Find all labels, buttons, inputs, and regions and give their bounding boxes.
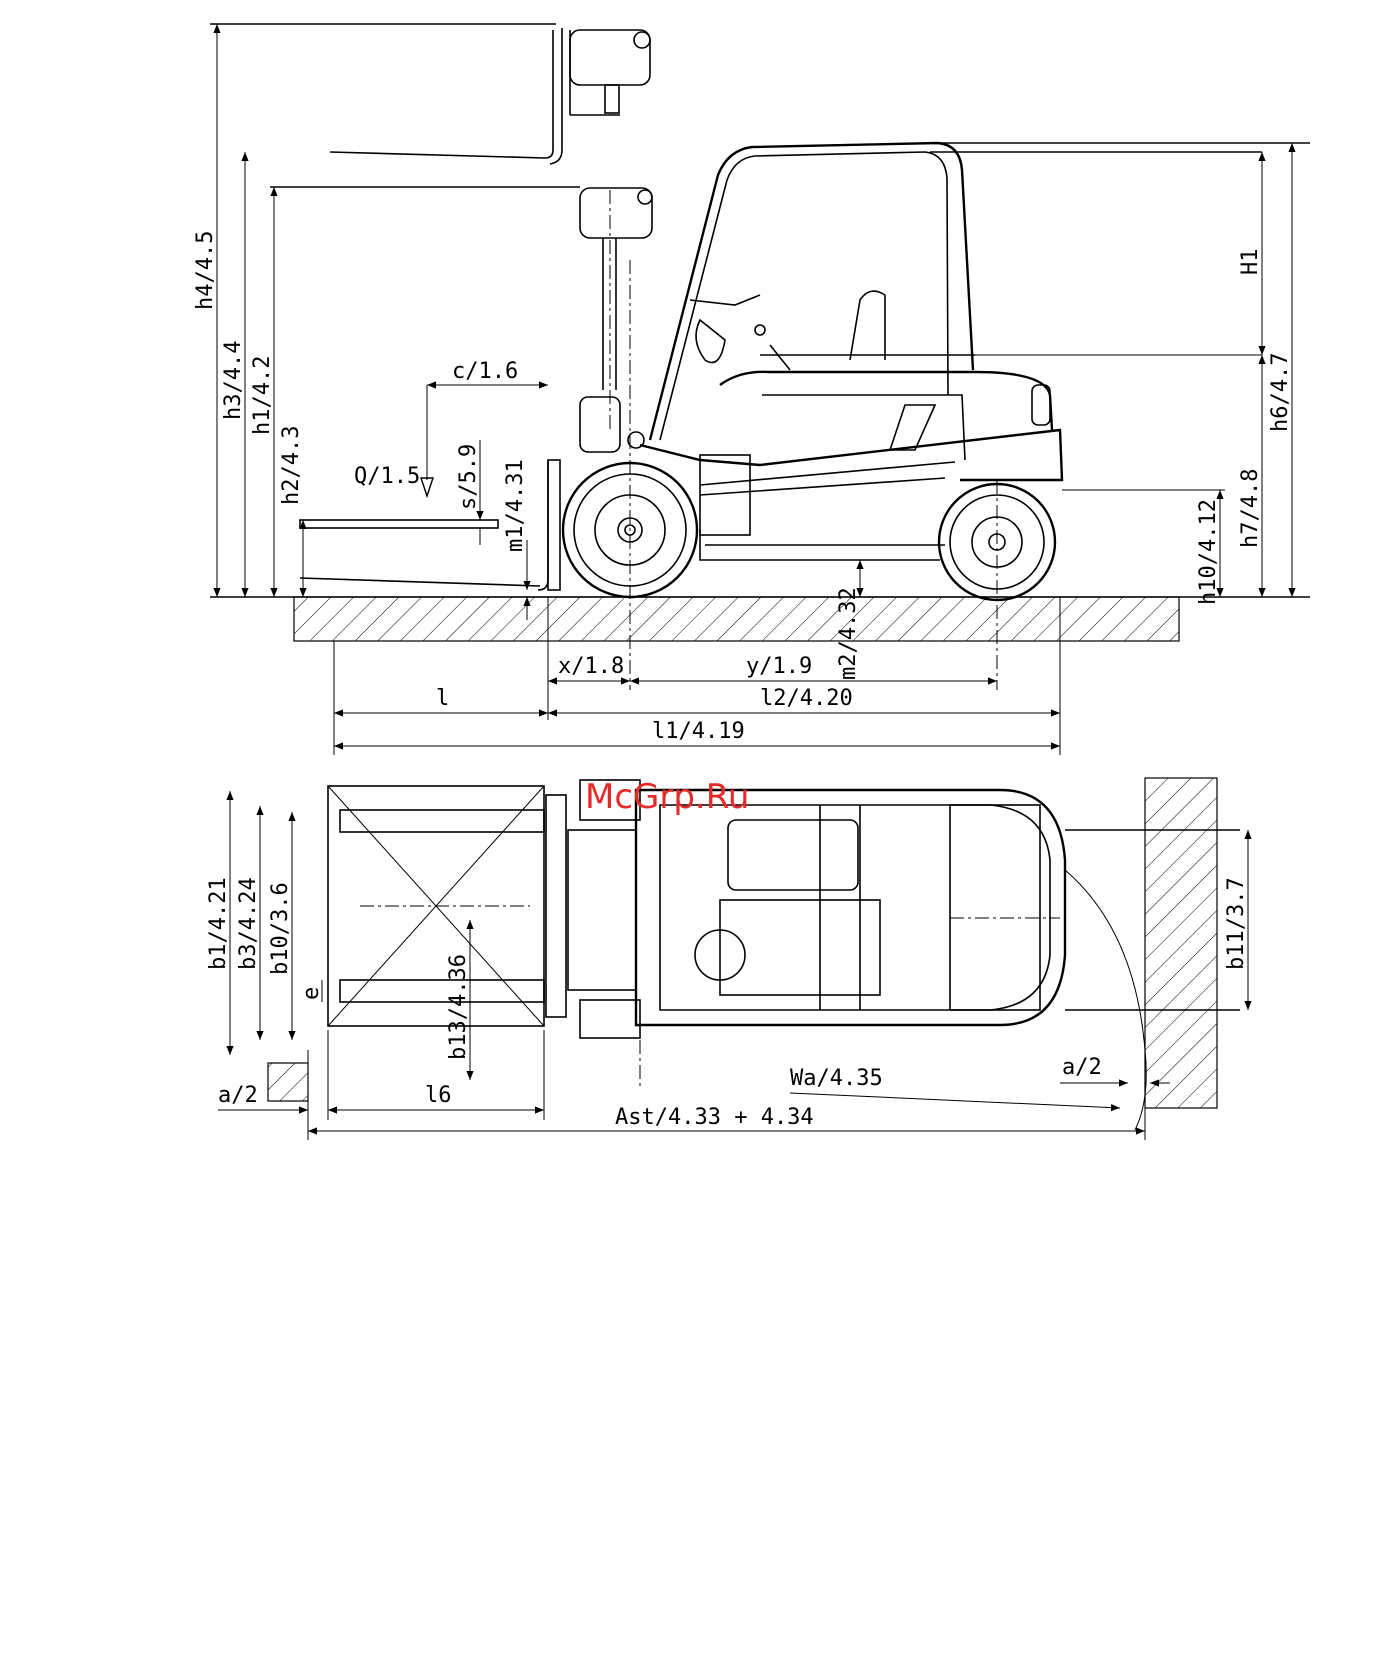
label-m1: m1/4.31: [503, 459, 528, 552]
label-b1: b1/4.21: [206, 877, 231, 970]
label-s: s/5.9: [456, 443, 481, 510]
label-h1: h1/4.2: [250, 355, 275, 435]
aisle-wall-hatch: [1145, 778, 1217, 1108]
label-H1: H1: [1238, 248, 1263, 275]
truck-body: [640, 143, 1310, 560]
watermark-text: McGrp.Ru: [585, 777, 750, 817]
label-e: e: [299, 986, 324, 1000]
ground-hatch: [294, 597, 1179, 641]
label-h7: h7/4.8: [1238, 468, 1263, 548]
label-Ast: Ast/4.33 + 4.34: [615, 1105, 814, 1130]
mid-forks: [270, 187, 652, 430]
label-Q: Q/1.5: [354, 464, 421, 489]
label-Wa: Wa/4.35: [790, 1066, 883, 1091]
label-b13: b13/4.36: [446, 954, 471, 1060]
label-l6: l6: [425, 1083, 452, 1108]
label-h3: h3/4.4: [221, 340, 246, 420]
label-y: y/1.9: [746, 654, 813, 679]
label-b10: b10/3.6: [268, 882, 293, 975]
label-l1: l1/4.19: [652, 719, 745, 744]
label-x: x/1.8: [558, 654, 625, 679]
label-l2: l2/4.20: [760, 686, 853, 711]
raised-forks: [210, 24, 650, 164]
label-a2-left: a/2: [218, 1083, 258, 1108]
label-b11: b11/3.7: [1224, 877, 1249, 970]
top-view: [206, 778, 1249, 1140]
label-h4: h4/4.5: [193, 230, 218, 310]
label-h6: h6/4.7: [1268, 352, 1293, 432]
label-l: l: [436, 686, 450, 711]
label-m2: m2/4.32: [836, 587, 861, 680]
side-view: [193, 24, 1310, 755]
label-b3: b3/4.24: [236, 877, 261, 970]
label-h2: h2/4.3: [279, 425, 304, 505]
label-h10: h10/4.12: [1196, 499, 1221, 605]
label-a2-right: a/2: [1062, 1055, 1102, 1080]
label-c: c/1.6: [452, 359, 519, 384]
